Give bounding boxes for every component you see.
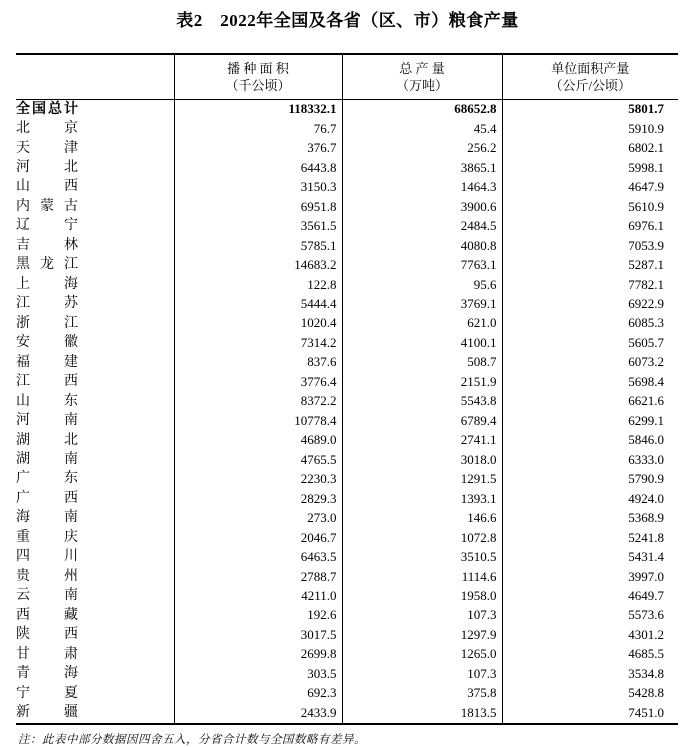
total-output-value: 4100.1 — [342, 334, 502, 353]
region-name-cell — [16, 295, 174, 314]
column-header-yield — [502, 54, 678, 100]
yield-value: 6085.3 — [502, 314, 678, 333]
yield-value: 5605.7 — [502, 334, 678, 353]
region-name: 河南 — [16, 413, 78, 429]
table-row — [16, 275, 678, 294]
region-name: 广东 — [16, 471, 78, 487]
yield-value: 5241.8 — [502, 528, 678, 547]
sown-area-value: 376.7 — [174, 139, 342, 158]
total-output-value: 107.3 — [342, 665, 502, 684]
column-header-sown-area — [174, 54, 342, 100]
total-output-value: 2741.1 — [342, 431, 502, 450]
region-name: 湖北 — [16, 432, 78, 448]
total-output-value: 6789.4 — [342, 412, 502, 431]
region-name: 安徽 — [16, 335, 78, 351]
total-output-value: 4080.8 — [342, 236, 502, 255]
yield-value: 5610.9 — [502, 197, 678, 216]
yield-value: 7782.1 — [502, 275, 678, 294]
total-output-value: 508.7 — [342, 353, 502, 372]
table-row — [16, 256, 678, 275]
region-name: 青海 — [16, 666, 78, 682]
sown-area-value: 2046.7 — [174, 528, 342, 547]
yield-value: 6621.6 — [502, 392, 678, 411]
region-name: 重庆 — [16, 529, 78, 545]
sown-area-value: 3561.5 — [174, 217, 342, 236]
yield-value: 5431.4 — [502, 548, 678, 567]
region-name-cell — [16, 412, 174, 431]
region-name: 河北 — [16, 159, 78, 175]
document-page — [0, 9, 695, 746]
yield-value: 3534.8 — [502, 665, 678, 684]
table-row — [16, 470, 678, 489]
column-unit: （万吨） — [395, 78, 448, 93]
region-name-cell — [16, 470, 174, 489]
total-output-value: 375.8 — [342, 684, 502, 703]
sown-area-value: 2788.7 — [174, 567, 342, 586]
yield-value: 3997.0 — [502, 567, 678, 586]
total-output-value: 3769.1 — [342, 295, 502, 314]
region-name: 湖南 — [16, 452, 78, 467]
page-title: 表2 2022年全国及各省（区、市）粮食产量 — [176, 11, 519, 30]
region-name: 新疆 — [16, 705, 78, 721]
table-row — [16, 334, 678, 353]
region-name-cell — [16, 606, 174, 625]
region-name: 北京 — [16, 121, 78, 137]
region-name-cell — [16, 528, 174, 547]
sown-area-value: 76.7 — [174, 119, 342, 138]
table-row — [16, 450, 678, 469]
total-output-value: 45.4 — [342, 119, 502, 138]
table-row — [16, 704, 678, 724]
sown-area-value: 7314.2 — [174, 334, 342, 353]
region-name-cell — [16, 392, 174, 411]
sown-area-value: 8372.2 — [174, 392, 342, 411]
yield-value: 7053.9 — [502, 236, 678, 255]
region-name: 江苏 — [16, 296, 78, 312]
region-name: 全国总计 — [16, 101, 78, 117]
region-name: 宁夏 — [16, 685, 78, 701]
region-name: 西藏 — [16, 607, 78, 623]
sown-area-value: 3150.3 — [174, 178, 342, 197]
region-name-cell — [16, 567, 174, 586]
total-output-value: 7763.1 — [342, 256, 502, 275]
yield-value: 4649.7 — [502, 587, 678, 606]
yield-value: 6976.1 — [502, 217, 678, 236]
yield-value: 5698.4 — [502, 373, 678, 392]
region-name-cell — [16, 548, 174, 567]
total-output-value: 1291.5 — [342, 470, 502, 489]
sown-area-value: 273.0 — [174, 509, 342, 528]
total-output-value: 1297.9 — [342, 626, 502, 645]
region-name-cell — [16, 353, 174, 372]
table-row — [16, 100, 678, 120]
table-row — [16, 353, 678, 372]
table-body — [16, 100, 678, 725]
region-name-cell — [16, 626, 174, 645]
yield-value: 5573.6 — [502, 606, 678, 625]
total-output-value: 1072.8 — [342, 528, 502, 547]
table-row — [16, 626, 678, 645]
region-name-cell — [16, 704, 174, 724]
total-output-value: 3865.1 — [342, 158, 502, 177]
yield-value: 7451.0 — [502, 704, 678, 724]
region-name-cell — [16, 334, 174, 353]
column-label: 总 产 量 — [399, 61, 445, 76]
region-name-cell — [16, 139, 174, 158]
region-name: 山西 — [16, 179, 78, 195]
total-output-value: 621.0 — [342, 314, 502, 333]
sown-area-value: 5785.1 — [174, 236, 342, 255]
sown-area-value: 6463.5 — [174, 548, 342, 567]
region-name-cell — [16, 275, 174, 294]
table-row — [16, 314, 678, 333]
region-name-cell — [16, 314, 174, 333]
yield-value: 6333.0 — [502, 450, 678, 469]
total-output-value: 146.6 — [342, 509, 502, 528]
yield-value: 4301.2 — [502, 626, 678, 645]
total-output-value: 3510.5 — [342, 548, 502, 567]
region-name: 四川 — [16, 549, 78, 565]
region-name: 贵州 — [16, 568, 78, 584]
total-output-value: 2484.5 — [342, 217, 502, 236]
yield-value: 4685.5 — [502, 645, 678, 664]
table-row — [16, 217, 678, 236]
total-output-value: 1393.1 — [342, 489, 502, 508]
sown-area-value: 118332.1 — [174, 100, 342, 120]
yield-value: 6299.1 — [502, 412, 678, 431]
region-name-cell — [16, 158, 174, 177]
table-row — [16, 587, 678, 606]
sown-area-value: 10778.4 — [174, 412, 342, 431]
table-row — [16, 197, 678, 216]
region-name-cell — [16, 217, 174, 236]
column-unit: （公斤/公顷） — [549, 78, 632, 93]
sown-area-value: 837.6 — [174, 353, 342, 372]
sown-area-value: 4689.0 — [174, 431, 342, 450]
region-name-cell — [16, 236, 174, 255]
yield-value: 5287.1 — [502, 256, 678, 275]
region-name: 黑龙江 — [16, 257, 78, 273]
total-output-value: 1813.5 — [342, 704, 502, 724]
yield-value: 4924.0 — [502, 489, 678, 508]
region-name: 山东 — [16, 393, 78, 409]
region-name-cell — [16, 665, 174, 684]
region-name-cell — [16, 100, 174, 120]
region-name: 辽宁 — [16, 218, 78, 234]
table-row — [16, 431, 678, 450]
sown-area-value: 4211.0 — [174, 587, 342, 606]
total-output-value: 68652.8 — [342, 100, 502, 120]
region-name: 甘肃 — [16, 646, 78, 662]
column-label: 单位面积产量 — [551, 61, 630, 76]
region-name: 福建 — [16, 354, 78, 370]
region-name-cell — [16, 489, 174, 508]
yield-value: 5801.7 — [502, 100, 678, 120]
table-row — [16, 412, 678, 431]
region-name-cell — [16, 178, 174, 197]
table-row — [16, 548, 678, 567]
table-row — [16, 373, 678, 392]
table-row — [16, 645, 678, 664]
region-name-cell — [16, 256, 174, 275]
region-name: 陕西 — [16, 627, 78, 643]
sown-area-value: 1020.4 — [174, 314, 342, 333]
region-name: 云南 — [16, 588, 78, 604]
region-name-cell — [16, 197, 174, 216]
sown-area-value: 5444.4 — [174, 295, 342, 314]
table-row — [16, 119, 678, 138]
header-row — [16, 54, 678, 100]
region-name: 内蒙古 — [16, 198, 78, 214]
yield-value: 4647.9 — [502, 178, 678, 197]
yield-value: 5428.8 — [502, 684, 678, 703]
grain-production-table — [16, 53, 678, 725]
total-output-value: 1464.3 — [342, 178, 502, 197]
table-row — [16, 665, 678, 684]
sown-area-value: 6951.8 — [174, 197, 342, 216]
total-output-value: 256.2 — [342, 139, 502, 158]
table-row — [16, 139, 678, 158]
table-row — [16, 489, 678, 508]
region-name: 海南 — [16, 510, 78, 526]
column-header-region — [16, 54, 174, 100]
yield-value: 5910.9 — [502, 119, 678, 138]
yield-value: 5790.9 — [502, 470, 678, 489]
sown-area-value: 122.8 — [174, 275, 342, 294]
region-name-cell — [16, 450, 174, 469]
table-row — [16, 606, 678, 625]
total-output-value: 1958.0 — [342, 587, 502, 606]
sown-area-value: 3017.5 — [174, 626, 342, 645]
column-header-total-output — [342, 54, 502, 100]
region-name: 浙江 — [16, 315, 78, 331]
total-output-value: 1265.0 — [342, 645, 502, 664]
yield-value: 5846.0 — [502, 431, 678, 450]
region-name-cell — [16, 587, 174, 606]
region-name-cell — [16, 509, 174, 528]
region-name-cell — [16, 431, 174, 450]
table-row — [16, 509, 678, 528]
yield-value: 5998.1 — [502, 158, 678, 177]
sown-area-value: 303.5 — [174, 665, 342, 684]
sown-area-value: 192.6 — [174, 606, 342, 625]
sown-area-value: 6443.8 — [174, 158, 342, 177]
region-name: 天津 — [16, 140, 78, 156]
table-row — [16, 178, 678, 197]
region-name: 江西 — [16, 374, 78, 390]
table-row — [16, 528, 678, 547]
yield-value: 6073.2 — [502, 353, 678, 372]
footnote: 注：此表中部分数据因四舍五入，分省合计数与全国数略有差异。 — [18, 734, 366, 746]
total-output-value: 1114.6 — [342, 567, 502, 586]
total-output-value: 95.6 — [342, 275, 502, 294]
sown-area-value: 2230.3 — [174, 470, 342, 489]
yield-value: 6922.9 — [502, 295, 678, 314]
region-name: 广西 — [16, 490, 78, 506]
table-row — [16, 392, 678, 411]
table-row — [16, 158, 678, 177]
total-output-value: 3900.6 — [342, 197, 502, 216]
table-header — [16, 54, 678, 100]
region-name-cell — [16, 373, 174, 392]
column-label: 播 种 面 积 — [227, 61, 289, 76]
total-output-value: 3018.0 — [342, 450, 502, 469]
table-row — [16, 684, 678, 703]
sown-area-value: 692.3 — [174, 684, 342, 703]
sown-area-value: 2433.9 — [174, 704, 342, 724]
sown-area-value: 4765.5 — [174, 450, 342, 469]
sown-area-value: 14683.2 — [174, 256, 342, 275]
table-row — [16, 236, 678, 255]
total-output-value: 5543.8 — [342, 392, 502, 411]
table-row — [16, 567, 678, 586]
region-name: 吉林 — [16, 237, 78, 253]
column-unit: （千公顷） — [225, 78, 291, 93]
yield-value: 6802.1 — [502, 139, 678, 158]
table-row — [16, 295, 678, 314]
total-output-value: 2151.9 — [342, 373, 502, 392]
region-name-cell — [16, 119, 174, 138]
region-name: 上海 — [16, 276, 78, 292]
sown-area-value: 2699.8 — [174, 645, 342, 664]
sown-area-value: 3776.4 — [174, 373, 342, 392]
yield-value: 5368.9 — [502, 509, 678, 528]
sown-area-value: 2829.3 — [174, 489, 342, 508]
region-name-cell — [16, 684, 174, 703]
total-output-value: 107.3 — [342, 606, 502, 625]
region-name-cell — [16, 645, 174, 664]
